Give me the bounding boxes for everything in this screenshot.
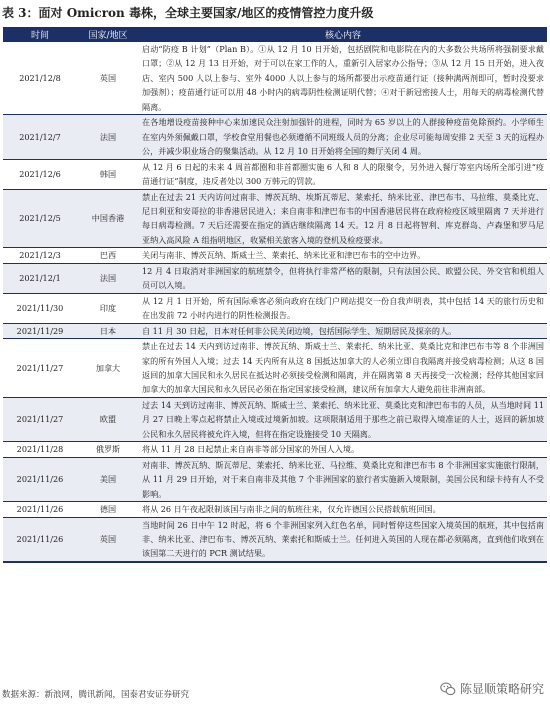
cell-date: 2021/12/3 bbox=[3, 248, 77, 263]
table-row bbox=[3, 323, 547, 338]
cell-region: 中国香港 bbox=[77, 189, 139, 248]
policy-table bbox=[3, 27, 547, 563]
cell-date: 2021/11/27 bbox=[3, 339, 77, 398]
cell-region: 英国 bbox=[77, 42, 139, 115]
watermark bbox=[440, 680, 544, 697]
table-row bbox=[3, 115, 547, 159]
header-date: 时间 bbox=[3, 27, 77, 42]
table-body bbox=[3, 42, 547, 562]
table-row bbox=[3, 457, 547, 501]
table-row bbox=[3, 397, 547, 441]
wechat-icon bbox=[440, 681, 456, 697]
table-row bbox=[3, 339, 547, 398]
cell-region: 韩国 bbox=[77, 159, 139, 189]
table-row bbox=[3, 293, 547, 323]
cell-date: 2021/12/8 bbox=[3, 42, 77, 115]
cell-date: 2021/12/1 bbox=[3, 263, 77, 293]
header-region: 国家/地区 bbox=[77, 27, 139, 42]
cell-content: 将从 11 月 28 日起禁止来自南非等部分国家的外国人入境。 bbox=[139, 442, 547, 457]
cell-content: 在各地增设疫苗接种中心来加速民众注射加强针的进程，同时为 65 岁以上的人群接种疫苗免除预约。小学师生在室内外须佩戴口罩，学校食堂用餐也必须遵循不同班级人员的分离；企业尽可能每周安排 2 天至 3 天的远程办公，并减少职业场合的聚集活动。从 12 月 10 日开始将全国的舞厅关闭 4 周。 bbox=[139, 115, 547, 159]
table-row bbox=[3, 517, 547, 562]
cell-content: 对南非、博茨瓦纳、斯瓦蒂尼、莱索托、纳米比亚、马拉维、莫桑比克和津巴布韦 8 个非洲国家实施旅行限制，从 11 月 29 日开始，对于来自南非及其他 7 个非洲国家的旅行者实施新入境限制，美国公民和绿卡持有人不受影响。 bbox=[139, 457, 547, 501]
cell-content: 关闭与南非、博茨瓦纳、斯威士兰、莱索托、纳米比亚和津巴布韦的空中边界。 bbox=[139, 248, 547, 263]
table-row bbox=[3, 442, 547, 457]
cell-region: 英国 bbox=[77, 517, 139, 562]
table-row bbox=[3, 159, 547, 189]
cell-region: 日本 bbox=[77, 323, 139, 338]
cell-date: 2021/11/28 bbox=[3, 442, 77, 457]
watermark-text: 陈显顺策略研究 bbox=[459, 682, 544, 696]
header-content: 核心内容 bbox=[139, 27, 547, 42]
cell-region: 欧盟 bbox=[77, 397, 139, 441]
cell-region: 印度 bbox=[77, 293, 139, 323]
source-note: 数据来源：新浪网，腾讯新闻，国泰君安证券研究 bbox=[2, 690, 190, 700]
cell-content: 将从 26 日午夜起限制该国与南非之间的航班往来，仅允许德国公民搭载航班回国。 bbox=[139, 502, 547, 517]
table-row bbox=[3, 248, 547, 263]
cell-region: 美国 bbox=[77, 457, 139, 501]
table-row bbox=[3, 502, 547, 517]
cell-content: 自 11 月 30 日起，日本对任何非公民关闭边境，包括国际学生、短期居民及探亲的人。 bbox=[139, 323, 547, 338]
cell-date: 2021/11/26 bbox=[3, 502, 77, 517]
cell-date: 2021/12/6 bbox=[3, 159, 77, 189]
cell-content: 禁止在过去 14 天内到访过南非、博茨瓦纳、斯威士兰、莱索托、纳米比亚、莫桑比克和津巴布韦等 8 个非洲国家的所有外国人入境；过去 14 天内所有从这 8 国抵达加拿大的人必须立即自我隔离并接受病毒检测；从这 8 国返回的加拿大国民和永久居民在抵达时必须接受检测和隔离，并在隔离第 8 天再接受一次检测；经停其他国家回加拿大的加拿大国民和永久居民必须在指定国家接受检测，建议所有加拿大人避免前往非洲南部。 bbox=[139, 339, 547, 398]
cell-date: 2021/12/7 bbox=[3, 115, 77, 159]
table-header bbox=[3, 27, 547, 42]
cell-date: 2021/11/30 bbox=[3, 293, 77, 323]
cell-content: 过去 14 天到访过南非、博茨瓦纳、斯威士兰、莱索托、纳米比亚、莫桑比克和津巴布韦的人员，从当地时间 11 月 27 日晚上零点起将禁止入境或过境新加坡。这项限制适用于那些之前已取得入境准证的人士，返回的新加坡公民和永久居民将被允许入境，但将在指定设施接受 10 天隔离。 bbox=[139, 397, 547, 441]
cell-region: 俄罗斯 bbox=[77, 442, 139, 457]
cell-region: 法国 bbox=[77, 263, 139, 293]
cell-content: 启动“防疫 B 计划”（Plan B）。①从 12 月 10 日开始，包括剧院和电影院在内的大多数公共场所将强制要求戴口罩；②从 12 月 13 日开始，对于可以在家工作的人，重新引入居家办公指导；③从 12 月 15 日开始，进入夜店、室内 500 人以上参与、室外 4000 人以上参与的场所都要出示疫苗通行证（接种满两剂即可，暂时没要求加强剂）；疫苗通行证可以用 48 小时内的病毒阴性检测证明代替；④对于新冠密接人士，用每天的病毒检测代替隔离。 bbox=[139, 42, 547, 115]
cell-date: 2021/11/29 bbox=[3, 323, 77, 338]
cell-region: 巴西 bbox=[77, 248, 139, 263]
cell-region: 法国 bbox=[77, 115, 139, 159]
table-row bbox=[3, 263, 547, 293]
cell-date: 2021/11/27 bbox=[3, 397, 77, 441]
cell-content: 从 12 月 1 日开始，所有国际乘客必须向政府在线门户网站提交一份自我声明表，其中包括 14 天的旅行历史和在出发前 72 小时内进行的阴性检测报告。 bbox=[139, 293, 547, 323]
table-title: 表 3：面对 Omicron 毒株，全球主要国家/地区的疫情管控力度升级 bbox=[2, 6, 374, 20]
table-row bbox=[3, 189, 547, 248]
cell-date: 2021/11/26 bbox=[3, 517, 77, 562]
cell-date: 2021/11/26 bbox=[3, 457, 77, 501]
cell-content: 从 12 月 6 日起的未来 4 周首都圈和非首都圈实施 6 人和 8 人的限聚令，另外进入餐厅等室内场所全部引进“疫苗通行证”制度，违反者处以 300 万韩元的罚款。 bbox=[139, 159, 547, 189]
cell-date: 2021/12/5 bbox=[3, 189, 77, 248]
cell-region: 德国 bbox=[77, 502, 139, 517]
cell-content: 12 月 4 日取消对非洲国家的航班禁令，但将执行非常严格的限制，只有法国公民、欧盟公民、外交官和机组人员可以入境。 bbox=[139, 263, 547, 293]
cell-content: 当地时间 26 日中午 12 时起，将 6 个非洲国家列入红色名单，同时暂停这些国家入境英国的航班，其中包括南非、纳米比亚、津巴布韦、博茨瓦纳、莱索托和斯威士兰。任何进入英国的人现在都必须隔离，直到他们收到在该国第二天进行的 PCR 测试结果。 bbox=[139, 517, 547, 562]
table-row bbox=[3, 42, 547, 115]
cell-region: 加拿大 bbox=[77, 339, 139, 398]
cell-content: 禁止在过去 21 天内访问过南非、博茨瓦纳、埃斯瓦蒂尼、莱索托、纳米比亚、津巴布韦、马拉维、莫桑比克、尼日利亚和安哥拉的非香港居民进入；来自南非和津巴布韦的中国香港居民将在政府检疫区域里隔离 7 天并进行每日病毒检测。7 天后还需要在指定的酒店继续隔离 14 天。12 月 8 日起将智利、库克群岛、卢森堡和罗马尼亚纳入高风险 A 组指明地区，收紧相关旅客入境的登机及检疫要求。 bbox=[139, 189, 547, 248]
